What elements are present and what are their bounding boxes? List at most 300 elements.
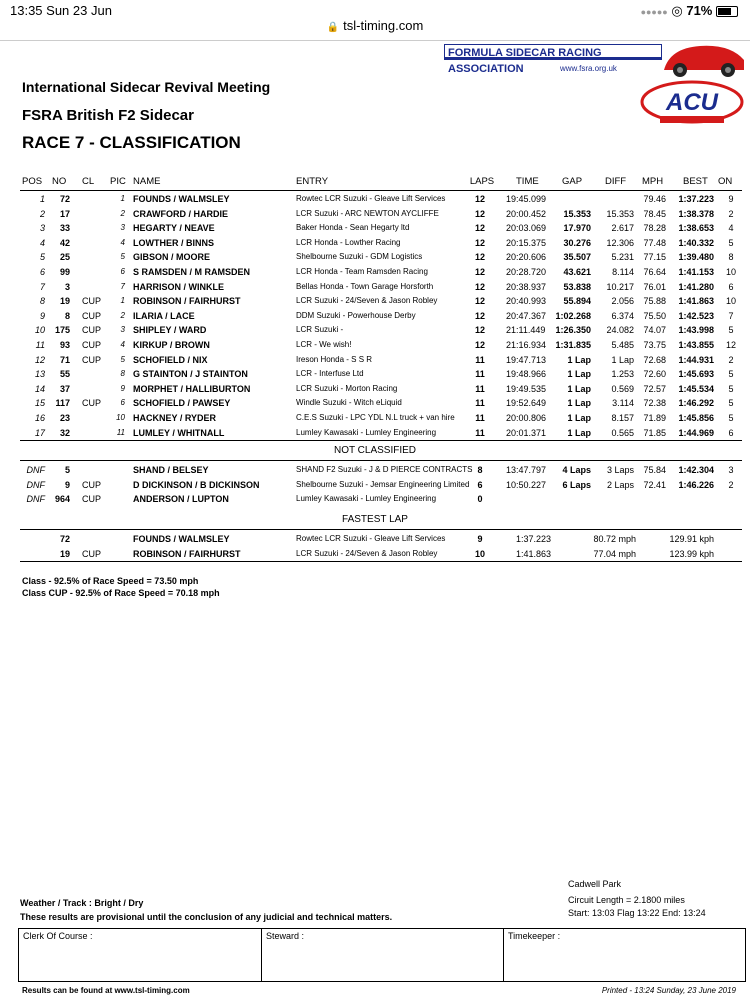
table-row — [0, 355, 750, 368]
printed-timestamp: Printed - 13:24 Sunday, 23 June 2019 — [601, 986, 736, 995]
cell-pos: 4 — [39, 237, 45, 248]
cell-pic: 4 — [120, 340, 125, 349]
cell-pic: 10 — [116, 413, 125, 422]
table-row — [0, 398, 750, 411]
cell-no: 9 — [64, 479, 70, 490]
cell-cl: CUP — [82, 296, 102, 307]
cell-mph: 72.68 — [643, 354, 666, 365]
cell-no: 25 — [59, 252, 70, 263]
cell-name: G STAINTON / J STAINTON — [133, 369, 248, 380]
cell-laps: 11 — [475, 427, 485, 438]
table-row — [0, 480, 750, 493]
table-row — [0, 194, 750, 207]
cell-mph: 72.41 — [643, 479, 666, 490]
cell-name: LOWTHER / BINNS — [133, 237, 214, 248]
cell-mph: 75.50 — [643, 310, 666, 321]
cell-best: 1:40.332 — [678, 237, 714, 248]
cell-time: 19:47.713 — [506, 354, 547, 365]
cell-gap: 43.621 — [563, 267, 591, 277]
divider — [0, 40, 750, 41]
cell-on: 2 — [728, 208, 734, 219]
cell-name: ILARIA / LACE — [133, 310, 195, 321]
cell-best: 1:41.280 — [678, 281, 714, 292]
steward-field: Steward : — [261, 929, 503, 981]
cell-on: 2 — [728, 354, 734, 365]
cell-name: KIRKUP / BROWN — [133, 340, 210, 350]
cell-speed-kph: 123.99 kph — [669, 548, 714, 559]
cell-time: 20:40.993 — [506, 296, 547, 307]
signal-dots-icon: ●●●●● — [640, 7, 668, 17]
cell-gap: 15.353 — [563, 208, 591, 219]
col-gap: GAP — [562, 176, 583, 187]
svg-text:ACU: ACU — [666, 89, 718, 116]
cell-pic: 7 — [120, 281, 125, 291]
cell-time: 1:37.223 — [516, 534, 552, 544]
cell-laps: 6 — [477, 479, 483, 490]
cell-laps: 11 — [475, 398, 485, 409]
cell-pic: 1 — [120, 194, 125, 203]
cell-entry: LCR Suzuki - — [296, 325, 344, 335]
cell-name: SHIPLEY / WARD — [133, 325, 207, 336]
cell-laps: 11 — [475, 369, 485, 380]
cell-entry: SHAND F2 Suzuki - J & D PIERCE CONTRACTS — [296, 465, 473, 474]
cell-best: 1:46.292 — [678, 398, 714, 409]
cell-time: 20:00.452 — [506, 208, 547, 219]
cell-entry: Windle Suzuki - Witch eLiquid — [296, 398, 402, 408]
cell-name: SCHOFIELD / NIX — [133, 354, 208, 365]
cell-best: 1:45.534 — [678, 383, 714, 394]
cell-pos: 8 — [39, 296, 45, 307]
cell-best: 1:45.693 — [678, 369, 714, 380]
cell-gap: 1 Lap — [567, 398, 591, 409]
cell-speed-mph: 77.04 mph — [593, 548, 636, 559]
table-row — [0, 465, 750, 478]
table-row — [0, 494, 750, 507]
cell-pos: DNF — [26, 465, 45, 475]
cell-pos: 12 — [34, 354, 45, 365]
cell-mph: 79.46 — [643, 194, 666, 204]
cell-entry: Rowtec LCR Suzuki - Gleave Lift Services — [296, 194, 446, 203]
cell-no: 19 — [59, 296, 70, 307]
col-name: NAME — [133, 176, 161, 187]
cell-on: 5 — [728, 413, 734, 423]
battery-indicator — [641, 3, 738, 19]
cell-name: FOUNDS / WALMSLEY — [133, 194, 230, 204]
battery-percent: 71% — [686, 3, 713, 18]
table-row — [0, 369, 750, 382]
cell-name: ROBINSON / FAIRHURST — [133, 296, 241, 307]
cell-on: 7 — [728, 310, 734, 321]
table-row — [0, 311, 750, 324]
cell-diff: 3.114 — [612, 398, 634, 409]
cell-name: HACKNEY / RYDER — [133, 413, 217, 423]
meeting-title: International Sidecar Revival Meeting — [22, 79, 271, 95]
cell-cl: CUP — [82, 398, 102, 409]
cell-no: 3 — [64, 281, 70, 292]
cell-mph: 71.85 — [643, 427, 666, 438]
cell-laps: 12 — [474, 252, 485, 263]
table-row — [0, 340, 750, 353]
cell-on: 6 — [728, 427, 734, 438]
fastest-lap-rule — [20, 529, 742, 530]
cell-best: 1:44.931 — [678, 354, 714, 365]
cell-pos: 5 — [39, 252, 45, 263]
cell-time: 20:38.937 — [506, 281, 547, 292]
cell-best: 1:41.863 — [678, 296, 714, 307]
cell-name: D DICKINSON / B DICKINSON — [133, 479, 260, 490]
cell-no: 72 — [59, 194, 70, 204]
cell-entry: Lumley Kawasaki - Lumley Engineering — [296, 427, 437, 437]
table-row — [0, 267, 750, 280]
cell-no: 117 — [55, 398, 70, 409]
cell-best: 1:38.653 — [678, 223, 714, 234]
cell-pic: 2 — [120, 310, 125, 320]
cell-time: 1:41.863 — [516, 548, 552, 559]
cell-on: 3 — [728, 465, 734, 475]
cell-no: 964 — [54, 494, 70, 505]
cell-diff: 6.374 — [611, 310, 634, 321]
cell-mph: 72.38 — [643, 398, 666, 409]
cell-pos: DNF — [26, 479, 45, 490]
status-time: 13:35 Sun 23 Jun — [10, 3, 112, 18]
cell-entry: LCR Honda - Team Ramsden Racing — [296, 267, 428, 276]
cell-gap: 6 Laps — [562, 479, 591, 490]
cell-entry: Bellas Honda - Town Garage Horsforth — [296, 281, 434, 291]
col-on: ON — [718, 176, 733, 187]
cell-name: MORPHET / HALLIBURTON — [133, 383, 251, 394]
cell-time: 19:45.099 — [506, 194, 547, 204]
cell-laps: 12 — [474, 208, 485, 219]
table-row — [0, 549, 750, 562]
cell-entry: LCR Honda - Lowther Racing — [296, 237, 401, 247]
cell-gap: 1:31.835 — [555, 340, 591, 350]
cell-on: 8 — [728, 252, 734, 263]
cell-best: 1:38.378 — [678, 208, 714, 219]
cell-time: 20:47.367 — [506, 310, 547, 321]
column-headers — [0, 176, 750, 189]
cell-time: 20:00.806 — [506, 413, 547, 423]
weather-track: Weather / Track : Bright / Dry — [20, 898, 144, 908]
cell-pic: 8 — [120, 369, 125, 379]
cell-pos: 11 — [35, 340, 45, 350]
cell-pic: 2 — [120, 208, 125, 218]
cell-name: ANDERSON / LUPTON — [133, 494, 229, 505]
cell-on: 9 — [728, 194, 734, 204]
cell-gap: 4 Laps — [562, 465, 591, 475]
cell-laps: 12 — [474, 281, 485, 292]
cell-on: 4 — [728, 223, 734, 234]
cell-no: 23 — [59, 413, 70, 423]
cell-mph: 76.01 — [643, 281, 666, 292]
cell-speed-kph: 129.91 kph — [669, 534, 714, 544]
cell-entry: LCR - Interfuse Ltd — [296, 369, 364, 379]
acu-logo-icon — [640, 80, 745, 128]
cell-pic: 6 — [120, 267, 125, 276]
class-title: FSRA British F2 Sidecar — [22, 107, 194, 124]
cell-entry: LCR Suzuki - ARC NEWTON AYCLIFFE — [296, 208, 439, 218]
col-pos: POS — [22, 176, 43, 187]
cell-pos: 14 — [34, 383, 45, 394]
cell-pos: 3 — [39, 223, 45, 234]
cell-laps: 12 — [474, 296, 485, 307]
cell-entry: LCR Suzuki - Morton Racing — [296, 383, 398, 393]
cell-best: 1:43.998 — [678, 325, 714, 336]
cell-time: 21:16.934 — [506, 340, 547, 350]
timekeeper-field: Timekeeper : — [503, 929, 745, 981]
cell-time: 19:52.649 — [506, 398, 547, 409]
cell-no: 175 — [54, 325, 70, 336]
cell-gap: 1 Lap — [567, 427, 591, 438]
not-classified-heading: NOT CLASSIFIED — [333, 445, 417, 456]
table-row — [0, 252, 750, 265]
cell-gap: 1 Lap — [567, 413, 591, 423]
cell-no: 32 — [59, 427, 70, 438]
cell-cl: CUP — [82, 494, 102, 505]
cell-on: 10 — [725, 267, 736, 277]
cell-pos: 1 — [39, 194, 45, 204]
cell-diff: 3 Laps — [606, 465, 634, 475]
cell-pos: 13 — [34, 369, 45, 380]
cell-gap: 30.276 — [563, 237, 591, 248]
cell-time: 20:03.069 — [506, 223, 547, 234]
cell-laps: 12 — [474, 223, 485, 234]
cell-pic: 3 — [120, 325, 125, 335]
cell-mph: 71.89 — [643, 413, 666, 423]
cell-lap: 9 — [477, 534, 483, 544]
cell-pos: DNF — [26, 494, 45, 505]
cell-laps: 11 — [475, 383, 485, 394]
fastest-lap-heading: FASTEST LAP — [342, 514, 408, 525]
table-row — [0, 413, 750, 426]
cell-pos: 6 — [39, 267, 45, 277]
cell-mph: 76.64 — [643, 267, 666, 277]
cell-pic: 4 — [120, 237, 125, 247]
cup-speed-note: Class CUP - 92.5% of Race Speed = 70.18 mph — [22, 588, 220, 598]
cell-gap: 1:02.268 — [555, 310, 591, 321]
cell-gap: 35.507 — [563, 252, 591, 263]
cell-pos: 15 — [34, 398, 45, 409]
cell-mph: 73.75 — [643, 340, 666, 350]
cell-entry: Ireson Honda - S S R — [296, 354, 373, 364]
cell-no: 71 — [59, 354, 70, 365]
cell-no: 93 — [59, 340, 70, 350]
cell-cl: CUP — [82, 325, 102, 336]
col-laps: LAPS — [469, 176, 495, 187]
col-mph: MPH — [642, 176, 664, 187]
table-row — [0, 282, 750, 295]
cell-cl: CUP — [82, 548, 102, 559]
wifi-icon: ◎ — [671, 3, 683, 18]
cell-time: 19:48.966 — [506, 369, 547, 380]
cell-mph: 72.57 — [643, 383, 666, 394]
cell-entry: C.E.S Suzuki - LPC YDL N.L truck + van hire — [296, 413, 455, 422]
address-bar[interactable] — [0, 18, 750, 40]
cell-best: 1:42.523 — [678, 310, 714, 321]
table-row — [0, 325, 750, 338]
cell-no: 37 — [59, 383, 70, 394]
results-url: Results can be found at www.tsl-timing.com — [22, 986, 190, 995]
fsra-banner-logo: FORMULA SIDECAR RACING ASSOCIATION — [444, 44, 662, 60]
cell-time: 20:20.606 — [506, 252, 547, 263]
cell-diff: 2.617 — [611, 223, 634, 234]
cell-pos: 9 — [39, 310, 45, 321]
col-best: BEST — [683, 176, 708, 187]
cell-diff: 5.485 — [611, 340, 634, 350]
cell-no: 42 — [59, 237, 70, 248]
cell-name: CRAWFORD / HARDIE — [133, 208, 228, 219]
cell-name: HARRISON / WINKLE — [133, 281, 224, 292]
table-row — [0, 534, 750, 547]
cell-no: 33 — [59, 223, 70, 234]
cell-entry: Shelbourne Suzuki - Jemsar Engineering Limited — [296, 479, 470, 489]
cell-best: 1:43.855 — [678, 340, 714, 350]
cell-on: 6 — [728, 281, 734, 292]
cell-on: 5 — [728, 369, 734, 380]
cell-no: 5 — [64, 465, 70, 475]
cell-pic: 3 — [120, 223, 125, 233]
cell-diff: 2.056 — [611, 296, 634, 307]
cell-no: 99 — [59, 267, 70, 277]
provisional-notice: These results are provisional until the conclusion of any judicial and technical matters. — [20, 912, 393, 922]
cell-diff: 24.082 — [606, 325, 634, 336]
cell-mph: 78.28 — [643, 223, 666, 234]
col-cl: CL — [82, 176, 95, 187]
clerk-of-course-field: Clerk Of Course : — [23, 931, 93, 941]
cell-mph: 77.48 — [643, 237, 666, 248]
cell-no: 55 — [59, 369, 70, 380]
cell-entry: Lumley Kawasaki - Lumley Engineering — [296, 494, 437, 504]
cell-pic: 6 — [120, 398, 125, 408]
cell-mph: 78.45 — [643, 208, 666, 219]
cell-best: 1:45.856 — [678, 413, 714, 423]
cell-name: SCHOFIELD / PAWSEY — [133, 398, 231, 409]
col-no: NO — [52, 176, 67, 187]
cell-gap: 1:26.350 — [555, 325, 591, 336]
cell-best: 1:41.153 — [678, 267, 714, 277]
cell-entry: LCR - We wish! — [296, 340, 352, 349]
cell-laps: 12 — [474, 267, 485, 277]
cell-pic: 5 — [120, 252, 125, 262]
cell-time: 20:15.375 — [506, 237, 547, 248]
col-entry: ENTRY — [296, 176, 329, 187]
cell-entry: Shelbourne Suzuki - GDM Logistics — [296, 252, 423, 262]
cell-name: LUMLEY / WHITNALL — [133, 427, 225, 438]
cell-pic: 5 — [120, 354, 125, 364]
cell-name: FOUNDS / WALMSLEY — [133, 534, 230, 544]
cell-entry: LCR Suzuki - 24/Seven & Jason Robley — [296, 296, 438, 306]
results-bottom-rule — [20, 440, 742, 441]
page-title: RACE 7 - CLASSIFICATION — [22, 133, 241, 152]
cell-laps: 12 — [474, 310, 485, 321]
cell-best: 1:42.304 — [678, 465, 714, 475]
circuit-length: Circuit Length = 2.1800 miles — [568, 895, 685, 905]
cell-entry: DDM Suzuki - Powerhouse Derby — [296, 310, 416, 320]
cell-on: 5 — [728, 325, 734, 336]
cell-on: 10 — [725, 296, 736, 307]
cell-gap: 17.970 — [563, 223, 591, 234]
cell-laps: 0 — [477, 494, 483, 505]
cell-entry: Rowtec LCR Suzuki - Gleave Lift Services — [296, 534, 446, 543]
url-text: tsl-timing.com — [343, 18, 424, 33]
cell-pos: 17 — [34, 427, 45, 438]
cell-pic: 9 — [120, 383, 125, 393]
cell-pos: 10 — [34, 325, 45, 336]
table-row — [0, 296, 750, 309]
cell-diff: 12.306 — [606, 237, 634, 248]
not-classified-rule — [20, 460, 742, 461]
cell-time: 21:11.449 — [506, 325, 546, 336]
cell-cl: CUP — [82, 354, 102, 365]
cell-on: 2 — [728, 479, 734, 490]
cell-pos: 16 — [34, 413, 45, 423]
cell-mph: 75.84 — [643, 465, 666, 475]
cell-mph: 75.88 — [643, 296, 666, 307]
table-row — [0, 223, 750, 236]
fsra-url: www.fsra.org.uk — [560, 64, 617, 73]
cell-speed-mph: 80.72 mph — [593, 534, 636, 544]
cell-laps: 8 — [477, 465, 483, 475]
cell-time: 10:50.227 — [506, 479, 547, 490]
cell-no: 17 — [59, 208, 70, 219]
cell-entry: LCR Suzuki - 24/Seven & Jason Robley — [296, 548, 438, 558]
cell-diff: 8.157 — [611, 413, 634, 423]
cell-laps: 11 — [475, 413, 485, 423]
cell-diff: 0.565 — [611, 427, 634, 438]
cell-gap: 1 Lap — [567, 383, 591, 394]
cell-on: 12 — [725, 340, 736, 350]
cell-best: 1:37.223 — [678, 194, 714, 204]
col-pic: PIC — [110, 176, 126, 187]
battery-icon — [716, 6, 738, 17]
cell-diff: 1 Lap — [611, 354, 634, 365]
cell-gap: 1 Lap — [567, 354, 591, 365]
cell-name: HEGARTY / NEAVE — [133, 223, 215, 234]
fastest-lap-bottom-rule — [20, 561, 742, 562]
cell-mph: 77.15 — [643, 252, 666, 263]
cell-time: 20:01.371 — [506, 427, 547, 438]
cell-name: S RAMSDEN / M RAMSDEN — [133, 267, 251, 277]
cell-laps: 12 — [474, 237, 485, 248]
circuit-name: Cadwell Park — [568, 879, 622, 889]
cell-cl: CUP — [82, 479, 102, 490]
sidecar-logo-icon — [660, 40, 748, 80]
cell-mph: 74.07 — [643, 325, 666, 336]
cell-diff: 5.231 — [611, 252, 634, 263]
header-rule — [20, 190, 742, 191]
cell-laps: 12 — [474, 325, 485, 336]
cell-no: 8 — [64, 310, 70, 321]
cell-lap: 10 — [474, 548, 485, 559]
cell-diff: 10.217 — [606, 281, 634, 292]
cell-time: 20:28.720 — [506, 267, 547, 277]
cell-on: 5 — [728, 398, 734, 409]
cell-time: 13:47.797 — [506, 465, 547, 475]
cell-best: 1:46.226 — [678, 479, 714, 490]
lock-icon: 🔒 — [326, 22, 340, 33]
cell-laps: 12 — [474, 194, 485, 204]
cell-diff: 8.114 — [612, 267, 634, 277]
cell-no: 72 — [59, 534, 70, 544]
cell-diff: 2 Laps — [606, 479, 634, 490]
cell-no: 19 — [59, 548, 70, 559]
cell-pic: 1 — [120, 296, 125, 306]
cell-diff: 15.353 — [606, 208, 634, 219]
cell-best: 1:44.969 — [678, 427, 714, 438]
cell-laps: 12 — [474, 340, 485, 350]
cell-gap: 55.894 — [563, 296, 591, 307]
cell-cl: CUP — [82, 340, 102, 350]
cell-mph: 72.60 — [643, 369, 666, 380]
